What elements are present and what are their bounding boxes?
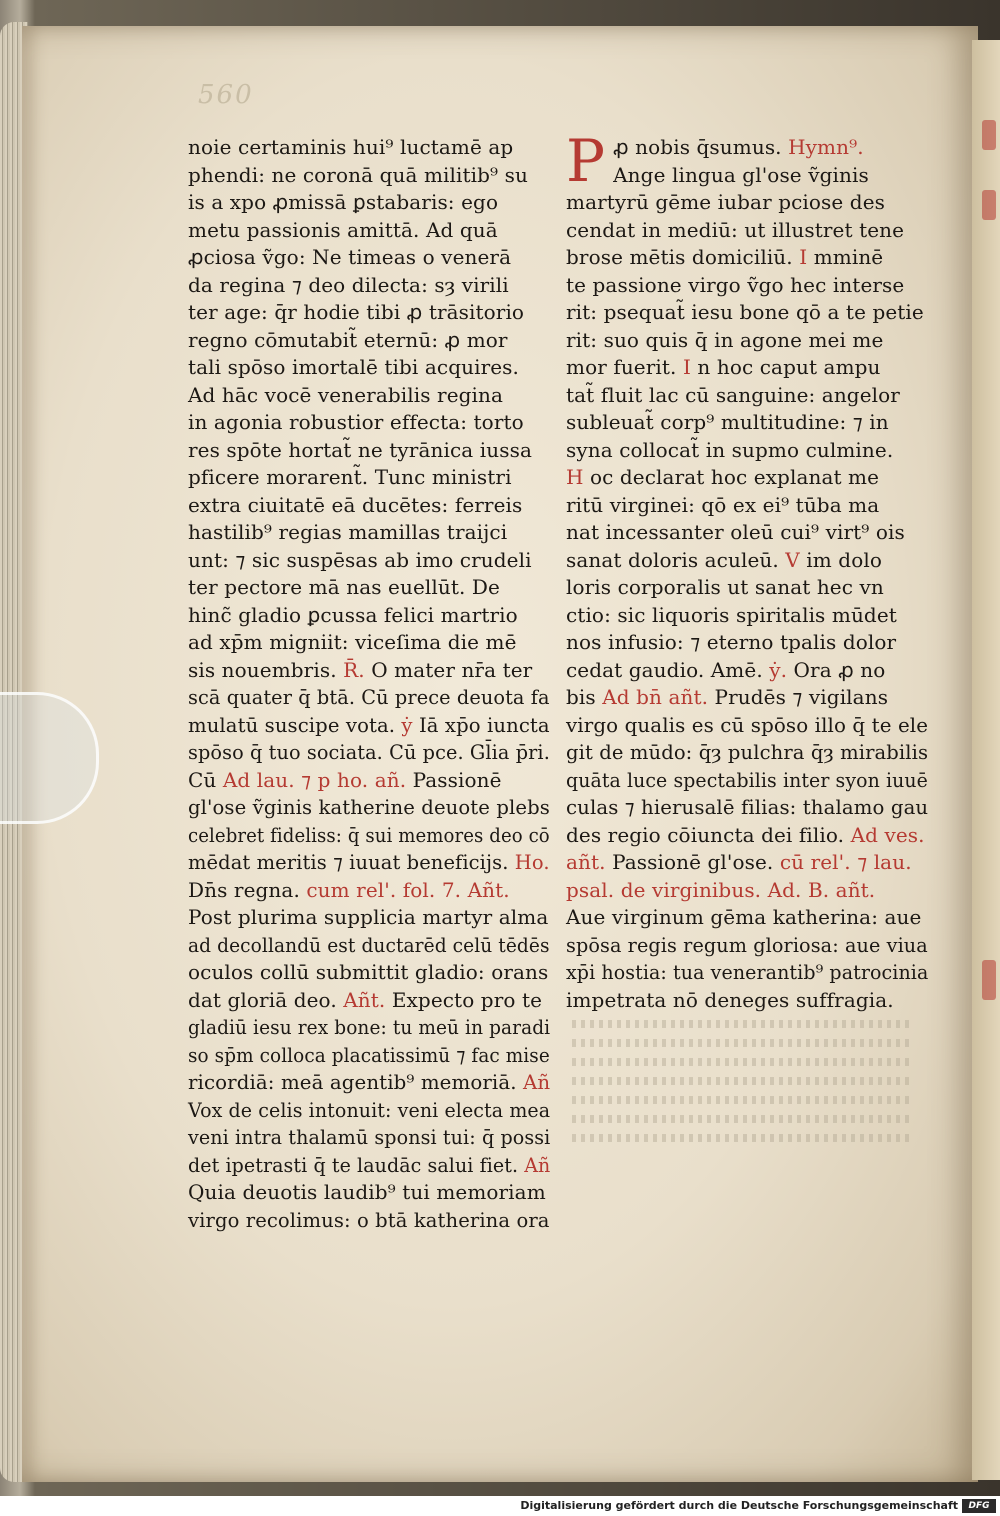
funding-credit: Digitalisierung gefördert durch die Deutsche Forschungsgemeinschaft xyxy=(520,1499,958,1512)
rubric-text: cū rel'. ⁊ lau. xyxy=(779,850,912,874)
text-line xyxy=(188,1069,551,1097)
facing-page-rubric-mark xyxy=(982,960,996,1000)
text-line xyxy=(188,1014,551,1042)
text-line xyxy=(188,189,548,217)
text-line xyxy=(188,657,548,685)
text-line xyxy=(566,134,926,162)
line-text: syna collocat̃ in supmo culmine. xyxy=(566,437,894,462)
dfg-logo: DFG xyxy=(962,1499,996,1513)
line-text: nat incessanter oleū cui⁹ virt⁹ ois xyxy=(566,520,905,544)
text-line xyxy=(188,822,550,850)
text-line xyxy=(188,409,548,437)
rubric-text: Añt. xyxy=(343,987,386,1012)
text-line xyxy=(188,904,548,932)
text-line xyxy=(188,959,548,987)
line-text: impetrata nō deneges suffragia. xyxy=(566,987,894,1012)
line-text: n hoc caput ampu xyxy=(690,355,881,379)
line-text: Cū xyxy=(188,767,223,792)
line-text: in agonia robustior effecta: torto xyxy=(188,410,524,434)
line-text: te passione virgo ṽgo hec interse xyxy=(566,272,905,297)
line-text: Expecto pro te xyxy=(385,987,543,1012)
rubric-text: Ad bn̄ añt. xyxy=(602,685,709,709)
rubric-text: psal. de virginibus. Ad. B. añt. xyxy=(566,877,876,902)
rubric-text: I xyxy=(682,355,691,379)
line-text: hinc̃ gladio ꝑcussa felici martrio xyxy=(188,602,518,627)
text-line xyxy=(566,217,926,245)
text-line xyxy=(566,794,929,822)
text-line xyxy=(566,822,926,850)
text-line xyxy=(566,959,929,987)
text-line xyxy=(188,244,548,272)
line-text: martyrū gēme iubar pciose des xyxy=(566,190,886,214)
text-line xyxy=(188,602,548,630)
line-text: gl'ose ṽginis katherine deuote plebs xyxy=(188,795,550,819)
text-line xyxy=(188,739,550,767)
text-line xyxy=(188,1042,550,1070)
text-line xyxy=(188,712,550,740)
text-line xyxy=(566,877,926,905)
text-line xyxy=(566,904,926,932)
line-text: Ora ꝓ no xyxy=(787,657,886,682)
text-line xyxy=(188,629,548,657)
text-line xyxy=(566,272,926,300)
line-text: mulatū suscipe vota. xyxy=(188,712,402,737)
line-text: loris corporalis ut sanat hec vn xyxy=(566,575,884,599)
line-text: metu passionis amittā. Ad quā xyxy=(188,217,498,242)
line-text: cedat gaudio. Amē. xyxy=(566,657,770,682)
line-text: mēdat meritis ⁊ iuuat beneficijs. xyxy=(188,850,515,874)
text-line xyxy=(566,629,926,657)
line-text: det ipetrasti q̄ te laudāc salui fiet. xyxy=(188,1152,525,1177)
rubric-text: Ad ves. xyxy=(850,822,925,847)
right-text-column xyxy=(566,127,929,1014)
text-line xyxy=(566,189,926,217)
text-line xyxy=(188,547,548,575)
line-text: Passionē xyxy=(406,767,502,792)
rubric-text: H xyxy=(566,465,584,489)
facing-page-rubric-mark xyxy=(982,190,996,220)
line-text: is a xpo ꝓmissā ꝑstabaris: ego xyxy=(188,190,499,214)
rubric-text: ẏ xyxy=(401,712,413,737)
text-line xyxy=(188,354,548,382)
text-line xyxy=(566,162,926,190)
text-line xyxy=(188,1124,551,1152)
text-line xyxy=(566,574,926,602)
rubric-text: I xyxy=(799,245,808,269)
line-text: subleuat̃ corp⁹ multitudine: ⁊ in xyxy=(566,410,889,434)
line-text: im dolo xyxy=(799,547,882,572)
text-line xyxy=(188,1179,548,1207)
facing-page-edge xyxy=(972,40,1000,1480)
text-line xyxy=(566,437,926,465)
show-through-text xyxy=(572,1012,912,1153)
line-text: quāta luce spectabilis inter syon iuuē xyxy=(566,767,928,792)
text-line xyxy=(188,877,548,905)
line-text: des regio cōiuncta dei filio. xyxy=(566,822,851,847)
text-line xyxy=(188,162,548,190)
line-text: virgo qualis es cū spōso illo q̄ te ele xyxy=(566,712,929,737)
rubric-text: ẏ. xyxy=(769,657,788,682)
line-text: celebret fideliss: q̄ sui memores deo cō xyxy=(188,822,550,847)
line-text: ctio: sic liquoris spiritalis mūdet xyxy=(566,602,897,627)
text-line xyxy=(188,272,548,300)
line-text: ad xp̄m migniit: viceſima die mē xyxy=(188,630,517,654)
line-text: tali spōso imortalē tibi acquires. xyxy=(188,355,520,379)
text-line xyxy=(566,492,926,520)
line-text: ꝓciosa ṽgo: Ne timeas o venerā xyxy=(188,245,512,269)
text-line xyxy=(566,657,926,685)
rubric-text: Añ xyxy=(522,1070,551,1094)
left-text-column xyxy=(188,134,551,1234)
text-line xyxy=(566,767,928,795)
line-text: mminē xyxy=(807,245,884,269)
text-line xyxy=(566,464,926,492)
line-text: cendat in mediū: ut illustret tene xyxy=(566,217,905,242)
line-text: tat̃ fluit lac cū sanguine: angelor xyxy=(566,382,900,407)
text-line xyxy=(188,1152,551,1180)
text-line xyxy=(566,987,926,1015)
line-text: Dn̄s regna. xyxy=(188,877,307,902)
text-line xyxy=(188,932,550,960)
line-text: Iā xp̄o iuncta xyxy=(412,712,550,737)
line-text: gladiū iesu rex bone: tu meū in paradi xyxy=(188,1015,551,1039)
line-text: ad decollandū est ductarēd celū tēdēs xyxy=(188,932,550,957)
line-text: hastilib⁹ regias mamillas traijci xyxy=(188,520,508,544)
line-text: ꝓ nobis q̄sumus. xyxy=(613,135,789,159)
text-line xyxy=(566,382,926,410)
line-text: Vox de celis intonuit: veni electa mea xyxy=(188,1097,551,1122)
line-text: rit: suo quis q̄ in agone mei me xyxy=(566,327,884,352)
text-line xyxy=(188,437,548,465)
text-line xyxy=(566,244,926,272)
line-text: ricordiā: meā agentib⁹ memoriā. xyxy=(188,1070,523,1094)
text-line xyxy=(188,849,550,877)
line-text: culas ⁊ hierusalē filias: thalamo gau xyxy=(566,795,929,819)
rubric-text: V xyxy=(785,547,800,572)
text-line xyxy=(566,547,926,575)
line-text: regno cōmutabit̃ eternū: ꝓ mor xyxy=(188,327,508,352)
text-line xyxy=(566,712,929,740)
line-text: Aue virginum gēma katherina: aue xyxy=(566,905,922,929)
text-line xyxy=(188,1097,551,1125)
line-text: Prudēs ⁊ vigilans xyxy=(708,685,889,709)
text-line xyxy=(566,299,926,327)
line-text: oculos collū submittit gladio: orans xyxy=(188,960,549,984)
line-text: bis xyxy=(566,685,603,709)
rubric-text: Hymn⁹. xyxy=(788,135,864,159)
line-text: Ad hāc vocē venerabilis regina xyxy=(188,382,504,407)
line-text: spōso q̄ tuo sociata. Cū pce. Gl̄ia p̄ri. xyxy=(188,740,550,764)
text-line xyxy=(188,134,548,162)
line-text: nos infusio: ⁊ eterno tpalis dolor xyxy=(566,630,897,654)
line-text: Passionē gl'ose. xyxy=(605,850,780,874)
line-text: veni intra thalamū sponsi tui: q̄ possi xyxy=(188,1125,551,1149)
line-text: Quia deuotis laudib⁹ tui memoriam xyxy=(188,1180,546,1204)
text-line xyxy=(566,739,929,767)
line-text: sis nouembris. xyxy=(188,657,344,682)
line-text: xp̄i hostia: tua venerantib⁹ patrocinia xyxy=(566,960,929,984)
line-text: extra ciuitatē eā ducētes: ferreis xyxy=(188,492,523,517)
text-line xyxy=(188,327,548,355)
text-line xyxy=(188,684,550,712)
text-line xyxy=(188,574,548,602)
line-text: unt: ⁊ sic suspēsas ab imo crudeli xyxy=(188,547,532,572)
line-text: ritū virginei: qō ex ei⁹ tūba ma xyxy=(566,492,880,517)
line-text: Ange lingua gl'ose ṽginis xyxy=(613,162,869,187)
rubric-text: Añ xyxy=(524,1152,551,1177)
line-text: brose mētis domiciliū. xyxy=(566,245,800,269)
line-text: Post plurima supplicia martyr alma xyxy=(188,905,549,929)
line-text: noie certaminis hui⁹ luctamē ap xyxy=(188,135,514,159)
folio-number: 560 xyxy=(198,80,254,110)
text-line xyxy=(566,409,926,437)
text-line xyxy=(188,382,548,410)
text-line xyxy=(188,767,548,795)
decorated-initial: P xyxy=(566,127,606,195)
line-text: git de mūdo: q̄ȝ pulchra q̄ȝ mirabilis xyxy=(566,740,929,764)
text-line xyxy=(566,932,928,960)
text-line xyxy=(188,794,550,822)
footer-bar xyxy=(0,1496,1000,1516)
line-text: dat gloriā deo. xyxy=(188,987,344,1012)
line-text: O mater nr̄a ter xyxy=(364,657,533,682)
line-text: spōsa regis regum gloriosa: aue viua xyxy=(566,932,928,957)
line-text: ter pectore mā nas euellūt. De xyxy=(188,575,500,599)
rubric-text: añt. xyxy=(566,850,606,874)
rubric-text: Ho. xyxy=(514,850,550,874)
text-line xyxy=(188,299,548,327)
line-text: ter age: q̄r hodie tibi ꝓ trāsitorio xyxy=(188,300,525,324)
line-text: scā quater q̄ btā. Cū prece deuota fa xyxy=(188,685,550,709)
rubric-text: cum rel'. fol. 7. Añt. xyxy=(306,877,510,902)
text-line xyxy=(566,684,926,712)
text-line xyxy=(566,602,926,630)
line-text: da regina ⁊ deo dilecta: sȝ virili xyxy=(188,272,509,297)
text-line xyxy=(188,217,548,245)
line-text: mor fuerit. xyxy=(566,355,683,379)
line-text: sanat doloris aculeū. xyxy=(566,547,786,572)
line-text: virgo recolimus: o btā katherina ora xyxy=(188,1207,550,1232)
line-text: pficere morarent̃. Tunc ministri xyxy=(188,465,512,489)
text-line xyxy=(188,492,548,520)
line-text: phendi: ne coronā quā militib⁹ su xyxy=(188,162,528,187)
text-line xyxy=(566,327,926,355)
text-line xyxy=(566,849,926,877)
line-text: so sp̄m colloca placatissimū ⁊ fac mise xyxy=(188,1042,550,1067)
text-line xyxy=(188,1207,550,1235)
text-line xyxy=(188,987,548,1015)
text-line xyxy=(566,354,926,382)
text-line xyxy=(188,519,548,547)
line-text: oc declarat hoc explanat me xyxy=(583,465,880,489)
line-text: rit: psequat̃ iesu bone qō a te petie xyxy=(566,300,924,324)
text-line xyxy=(566,519,926,547)
facing-page-rubric-mark xyxy=(982,120,996,150)
text-line xyxy=(188,464,548,492)
rubric-text: R̄. xyxy=(343,657,365,682)
line-text: res spōte hortat̃ ne tyrānica iussa xyxy=(188,437,532,462)
rubric-text: Ad lau. ⁊ p ho. añ. xyxy=(222,767,407,792)
